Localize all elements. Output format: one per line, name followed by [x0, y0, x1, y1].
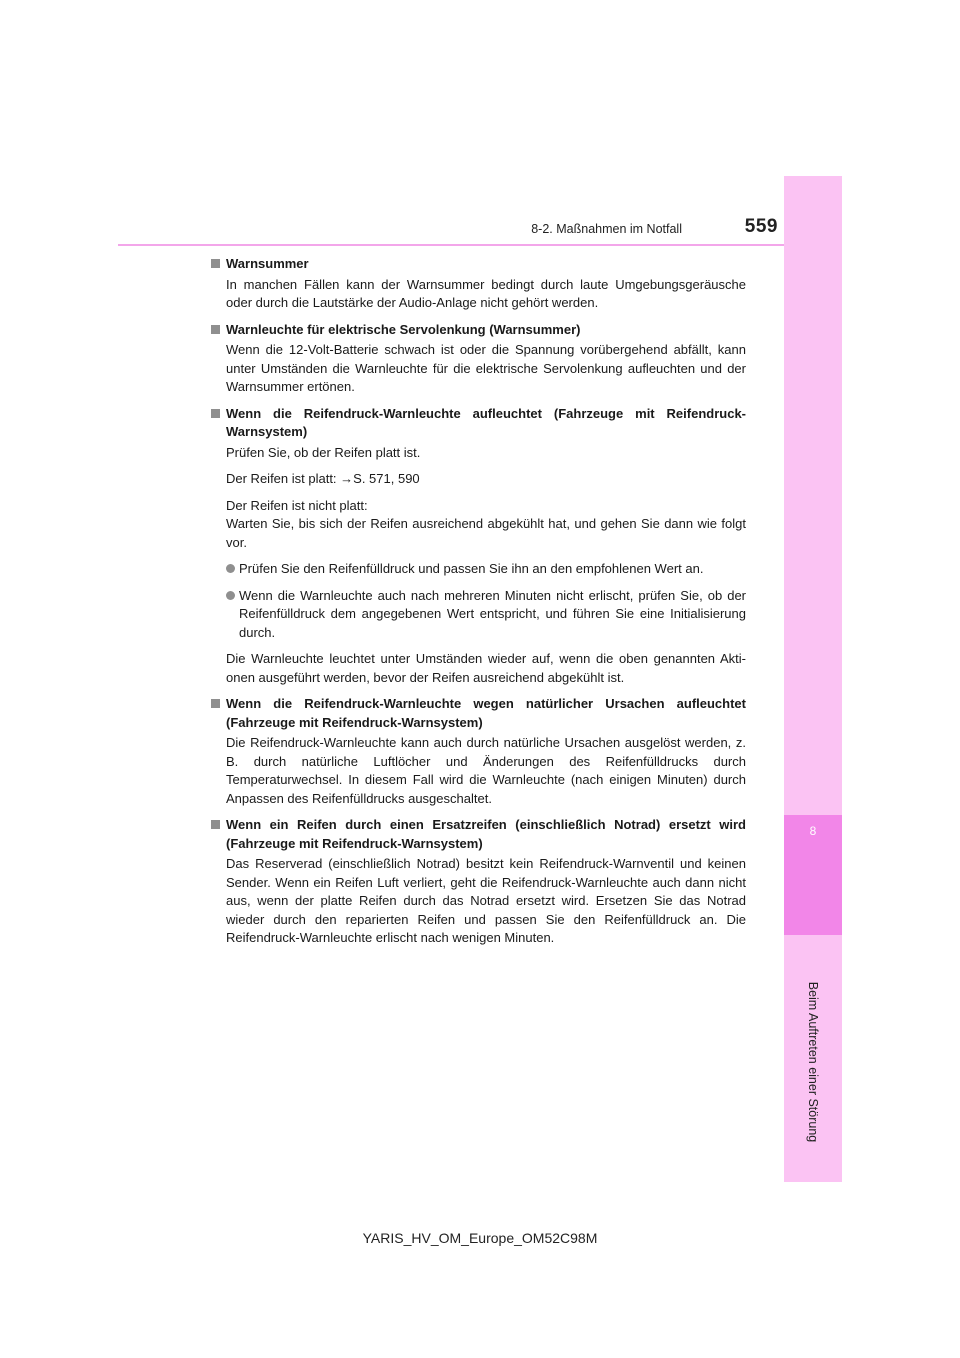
item-text-group	[226, 497, 746, 553]
square-bullet-icon	[211, 325, 220, 334]
section-title: 8-2. Maßnahmen im Notfall	[531, 222, 682, 236]
round-bullet-icon	[226, 564, 235, 573]
sub-item	[226, 560, 746, 579]
section-item	[210, 255, 746, 313]
item-title: Wenn die Reifendruck-Warnleuchte aufleuchtet (Fahrzeuge mit Reifendruck-Warnsystem)	[226, 405, 746, 439]
item-title: Wenn ein Reifen durch einen Ersatzreifen (einschließlich Notrad) ersetzt wird (Fahrzeuge mit Reifendruck-Warnsystem)	[226, 817, 746, 851]
section-item	[210, 816, 746, 948]
square-bullet-icon	[211, 259, 220, 268]
item-text: Der Reifen ist nicht platt:	[226, 497, 368, 513]
page-number: 559	[744, 216, 778, 237]
item-text: Warten Sie, bis sich der Reifen ausreichend abgekühlt hat, und gehen Sie dann wie folgt vor.	[226, 516, 746, 550]
item-text: Die Reifendruck-Warnleuchte kann auch durch natürliche Ursachen ausgelöst werden, z. B. durch natürliche Luftlöcher und Änderungen des Reifenfülldrucks durch Temperaturwechsel. In diesem Fall wird die Warnleuchte (nach einigen Minuten) durch Anpassen des Reifenfülldrucks ausgeschaltet.	[226, 735, 746, 806]
round-bullet-icon	[226, 591, 235, 600]
section-item	[210, 405, 746, 688]
cross-reference[interactable]: Der Reifen ist platt: →S. 571, 590	[226, 471, 420, 486]
square-bullet-icon	[211, 820, 220, 829]
document-code: YARIS_HV_OM_Europe_OM52C98M	[362, 1230, 598, 1246]
sub-item-text: Prüfen Sie den Reifenfülldruck und passen Sie ihn an den empfohlenen Wert an.	[239, 561, 704, 576]
item-text: Die Warnleuchte leuchtet unter Umständen wieder auf, wenn die oben genannten Aktionen ausgeführt werden, bevor der Reifen ausreichend abgekühlt ist.	[226, 651, 746, 685]
page-content	[210, 255, 746, 948]
section-item	[210, 321, 746, 397]
square-bullet-icon	[211, 409, 220, 418]
item-title: Wenn die Reifendruck-Warnleuchte wegen natürlicher Ursachen aufleuchtet (Fahrzeuge mit Reifendruck-Warnsystem)	[226, 696, 746, 730]
square-bullet-icon	[211, 699, 220, 708]
item-text: Wenn die 12-Volt-Batterie schwach ist oder die Spannung vorübergehend abfällt, kann unter Umständen die Warnleuchte für die elektrische Servolenkung aufleuchten und der Warnsummer ertönen.	[226, 342, 746, 394]
sub-item-text: Wenn die Warnleuchte auch nach mehreren Minuten nicht erlischt, prüfen Sie, ob der Reifenfülldruck dem angegebenen Wert entspricht, und führen Sie eine Initialisierung durch.	[239, 587, 746, 640]
item-text: Prüfen Sie, ob der Reifen platt ist.	[226, 444, 421, 460]
section-item	[210, 695, 746, 808]
item-title: Warnleuchte für elektrische Servolenkung (Warnsummer)	[226, 321, 581, 337]
header-rule	[118, 244, 784, 246]
sub-item	[226, 587, 746, 643]
item-text: In manchen Fällen kann der Warnsummer bedingt durch laute Umgebungsgeräusche oder durch die Lautstärke der Audio-Anlage nicht gehört werden.	[226, 276, 746, 310]
item-title: Warnsummer	[226, 256, 309, 271]
chapter-number: 8	[809, 824, 817, 838]
chapter-title: Beim Auftreten einer Störung	[806, 981, 820, 1143]
item-text: Das Reserverad (einschließlich Notrad) besitzt kein Reifendruck-Warnventil und keinen Sender. Wenn ein Reifen Luft verliert, geht die Reifendruck-Warnleuchte auch dann nicht aus, wenn der platte Reifen durch das Notrad ersetzt wird. Ersetzen Sie das Notrad wieder durch den reparierten Reifen und passen Sie den Reifenfülldruck an. Die Reifendruck-Warnleuchte erlischt nach wenigen Minuten.	[226, 856, 746, 945]
